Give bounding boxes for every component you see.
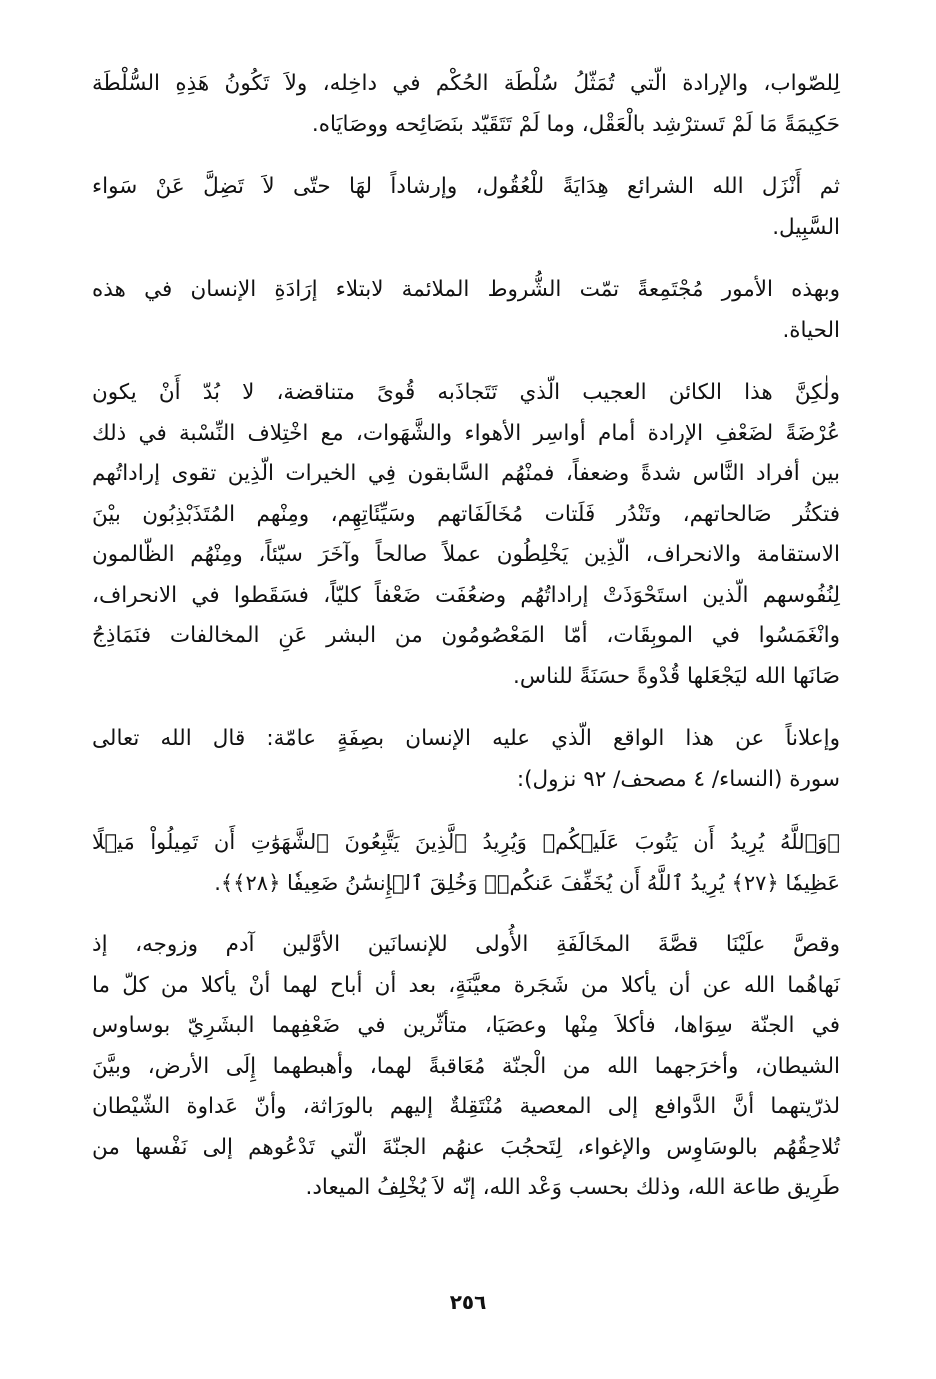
text-line: طَرِيق طاعة الله، وذلك بحسب وَعْد الله، إنّه لاَ يُخْلِفُ الميعاد.	[305, 1175, 840, 1200]
text-line: الحياة.	[782, 317, 840, 343]
text-line: عَظِيمٗا ﴿٢٧﴾ يُرِيدُ ٱللَّهُ أَن يُخَفِّفَ عَنكُمۡۚ وَخُلِقَ ٱلۡإِنسَٰنُ ضَعِيفٗا ﴿٢٨﴾﴾.	[214, 870, 840, 895]
text-line: نَهاهُما الله عن أن يأكلا من شَجَرة معيَّنَةٍ، بعد أن أباح لهما أنْ يأكلا من كلّ ما	[92, 972, 840, 998]
text-line: عُرْضَةً لضَعْفِ الإرادة أمام أواسِر الأهواء والشَّهَوات، مع اخْتِلاف النِّسْبة في ذلك	[92, 420, 840, 446]
page-body	[92, 64, 840, 1231]
text-line: وانْغَمَسُوا في الموبِقَات، أمّا المَعْصُومُون من البشر عَنِ المخالفات فنَمَاذِجُ	[92, 623, 840, 648]
paragraph	[92, 270, 840, 351]
text-line: الاستقامة والانحراف، الّذِين يَخْلِطُون عملاً صالحاً وآخَرَ سيّئاً، ومِنْهُم الظّالمون	[92, 542, 840, 567]
text-line: صَانَها الله ليَجْعَلها قُدْوةً حسَنَةً للناس.	[513, 663, 840, 689]
paragraph	[92, 719, 840, 800]
text-line: ثم أَنْزَل الله الشرائع هِدَايَةً للْعُقُول، وإرشاداً لهَا حتّى لاَ تَضِلَّ عَنْ سَواء	[92, 174, 840, 199]
text-line: ولٰكِنَّ هذا الكائن العجيب الّذي تَتَجاذَبه قُوىً متناقضة، لا بُدّ أَنْ يكون	[92, 380, 840, 405]
text-line: فتكثُر صَالحاتهم، وتَنْدُر فَلَتات مُخَالَفَاتهم وسَيِّئَاتِهِم، ومِنْهم المُتَذَبْذِبُون بيْنَ	[92, 501, 840, 527]
text-line: وقصَّ علَيْنَا قصَّةَ المخَالَفَةِ الأُولى للإنسانَين الأوَّلين آدم وزوجه، إذ	[92, 932, 840, 957]
text-line: وبهذه الأمور مُجْتَمِعةً تمّت الشُّروط الملائمة لابتلاء إرَادَةِ الإنسان في هذه	[92, 277, 840, 302]
text-line: بين أفراد النَّاس شدةً وضعفاً، فمنْهُم السَّابقون فِي الخيرات الّذِين تقوى إراداتُهم	[92, 461, 840, 486]
page-number: ٢٥٦	[449, 1290, 487, 1314]
quran-verse-block	[92, 822, 840, 903]
text-line: ﴿وَٱللَّهُ يُرِيدُ أَن يَتُوبَ عَلَيۡكُمۡ وَيُرِيدُ ٱلَّذِينَ يَتَّبِعُونَ ٱلشَّهَوَٰتِ أَن تَمِيلُواْ مَيۡلًا	[92, 830, 840, 854]
text-line: السَّبِيل.	[772, 214, 840, 240]
text-line: لِلصّواب، والإرادة الّتي تُمَثّلُ سُلْطَة الحُكْم في داخِله، ولاَ تَكُونُ هَذِهِ السُّلْطَة	[92, 71, 840, 96]
text-line: حَكِيمَةً مَا لَمْ تَسترْشِد بالْعَقْل، وما لَمْ تَتَقَيّد بنَصَائِحه ووصَايَاه.	[311, 111, 840, 137]
text-line: لذرّيتهما أنَّ الدَّوافع إلى المعصية مُنْتَقِلةٌ إليهم بالورَاثة، وأنّ عَداوة الشّيْطان	[92, 1094, 840, 1119]
paragraph	[92, 373, 840, 697]
text-line: وإعلاناً عن هذا الواقع الّذي عليه الإنسان بصِفَةٍ عامّة: قال الله تعالى	[92, 726, 840, 751]
text-line: في الجنّة سِوَاها، فأكلاَ مِنْها وعصَيَا، متأثّرين في ضَعْفِهما البشَرِيّ بوساوس	[92, 1013, 840, 1038]
paragraph	[92, 64, 840, 145]
text-line: تُلاحِقُهُم بالوسَاوِس والإغواء، لِتَحجُبَ عنهُم الجنّةَ الّتي تَدْعُوهم إلى نَفْسها من	[92, 1134, 840, 1160]
text-line: الشيطان، وأخرَجهما الله من الْجنّة مُعَاقبةً لهما، وأهبطهما إِلَى الأرض، وبيَّنَ	[92, 1053, 840, 1079]
paragraph	[92, 167, 840, 248]
paragraph	[92, 925, 840, 1209]
text-line: لِنُفُوسهم الّذين استَحْوَذَتْ إراداتُهُم وضعُفَت ضَعْفاً كليّاً، فسَقَطوا في الانحراف،	[92, 582, 840, 608]
text-line: سورة (النساء/ ٤ مصحف/ ٩٢ نزول):	[516, 766, 840, 792]
